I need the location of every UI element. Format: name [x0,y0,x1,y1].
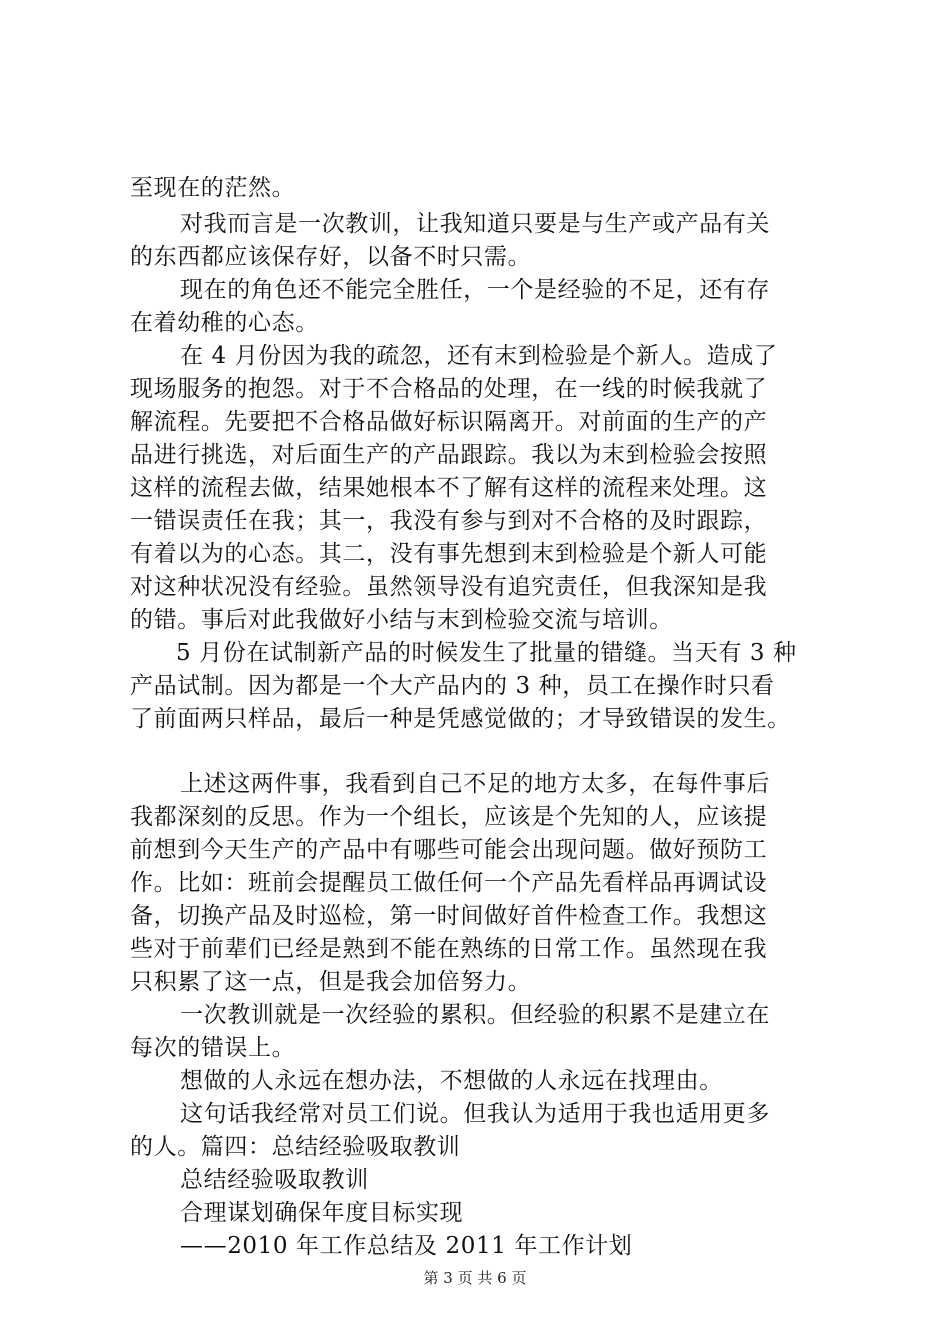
text-line: 的东西都应该保存好，以备不时只需。 [130,244,532,270]
text-line: 这样的流程去做，结果她根本不了解有这样的流程来处理。这 [130,475,768,501]
text-line: 上述这两件事，我看到自己不足的地方太多，在每件事后 [180,771,770,797]
text-line: 了前面两只样品，最后一种是凭感觉做的；才导致错误的发生。 [130,706,791,732]
text-line: 产品试制。因为都是一个大产品内的 3 种，员工在操作时只看 [130,673,775,699]
text-line: 有着以为的心态。其二，没有事先想到末到检验是个新人可能 [130,541,768,567]
text-line: 一错误责任在我；其一，我没有参与到对不合格的及时跟踪， [130,508,768,534]
text-line: 一次教训就是一次经验的累积。但经验的积累不是建立在 [180,1002,770,1028]
text-line: 这句话我经常对员工们说。但我认为适用于我也适用更多 [180,1101,770,1127]
text-line: 每次的错误上。 [130,1035,296,1061]
text-line: 品进行挑选，对后面生产的产品跟踪。我以为末到检验会按照 [130,442,768,468]
text-line: 在着幼稚的心态。 [130,310,319,336]
text-line: 只积累了这一点，但是我会加倍努力。 [130,969,532,995]
text-line: 现在的角色还不能完全胜任，一个是经验的不足，还有存 [180,277,770,303]
section-heading: 总结经验吸取教训 [180,1167,369,1193]
text-line: 些对于前辈们已经是熟到不能在熟练的日常工作。虽然现在我 [130,936,768,962]
text-line: 想做的人永远在想办法，不想做的人永远在找理由。 [180,1068,723,1094]
text-line: 我都深刻的反思。作为一个组长，应该是个先知的人，应该提 [130,804,768,830]
text-line: 现场服务的抱怨。对于不合格品的处理，在一线的时候我就了 [130,376,768,402]
text-line: 备，切换产品及时巡检，第一时间做好首件检查工作。我想这 [130,903,768,929]
text-line: 至现在的茫然。 [130,175,296,201]
text-line: 对这种状况没有经验。虽然领导没有追究责任，但我深知是我 [130,574,768,600]
text-line: 解流程。先要把不合格品做好标识隔离开。对前面的生产的产 [130,409,768,435]
text-line: 的人。篇四：总结经验吸取教训 [130,1134,461,1160]
text-line: 5 月份在试制新产品的时候发生了批量的错缝。当天有 3 种 [176,640,797,666]
text-line: 作。比如：班前会提醒员工做任何一个产品先看样品再调试设 [130,870,768,896]
text-line: 前想到今天生产的产品中有哪些可能会出现问题。做好预防工 [130,837,768,863]
section-subheading: 合理谋划确保年度目标实现 [180,1200,464,1226]
text-line: 对我而言是一次教训，让我知道只要是与生产或产品有关 [180,211,770,237]
section-subtitle: ——2010 年工作总结及 2011 年工作计划 [180,1233,633,1259]
page-number-footer: 第 3 页 共 6 页 [423,1269,527,1287]
text-line: 在 4 月份因为我的疏忽，还有末到检验是个新人。造成了 [180,343,778,369]
text-line: 的错。事后对此我做好小结与末到检验交流与培训。 [130,607,673,633]
